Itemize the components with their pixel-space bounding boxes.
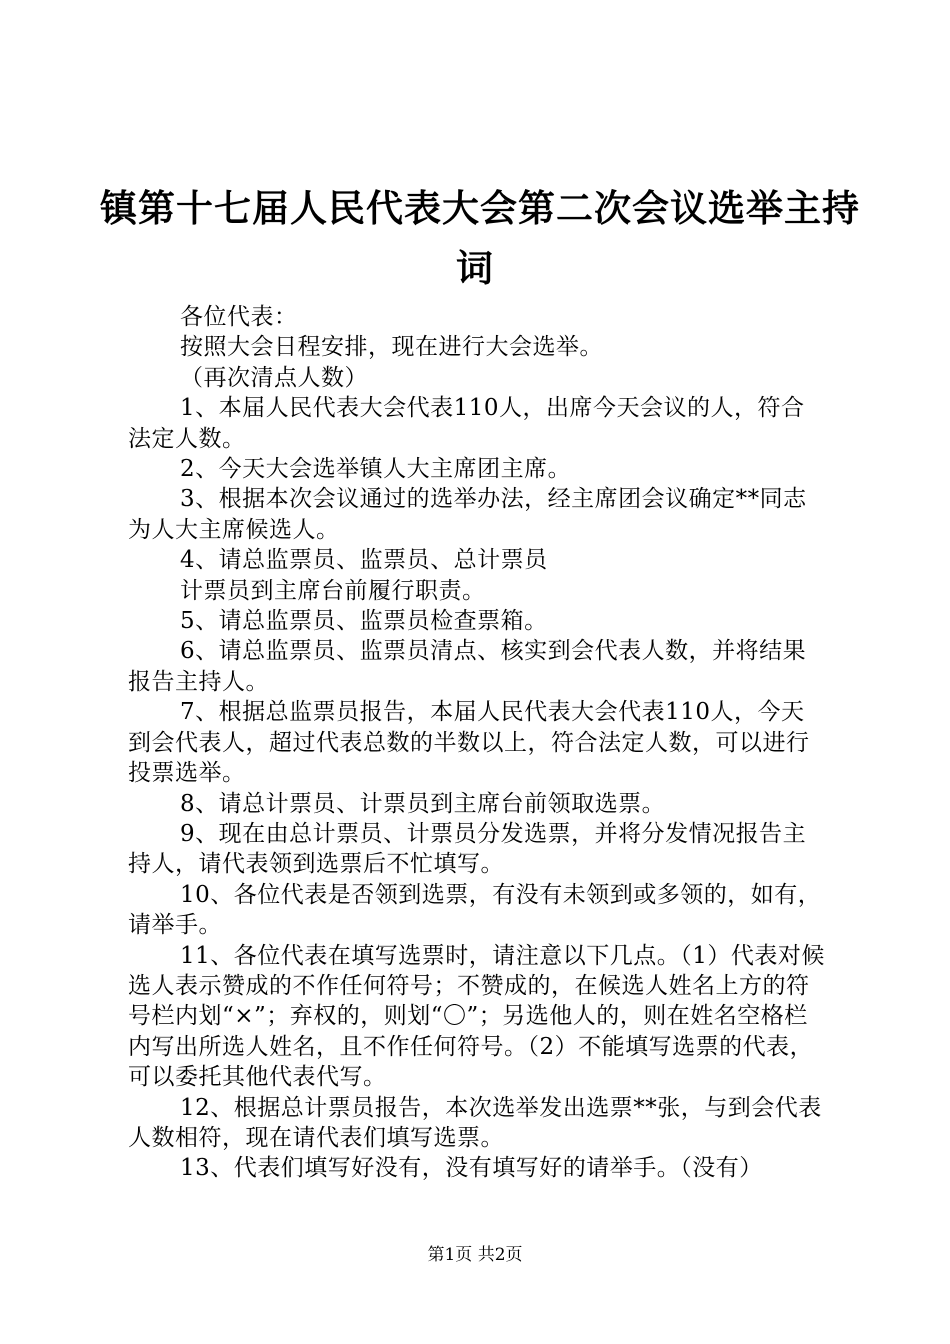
document-title-line-2: 词 xyxy=(456,246,494,290)
paragraph: 5、请总监票员、监票员检查票箱。 xyxy=(180,608,548,635)
paragraph: 10、各位代表是否领到选票，有没有未领到或多领的，如有，请举手。 xyxy=(128,881,822,939)
paragraph: 按照大会日程安排，现在进行大会选举。 xyxy=(180,334,603,361)
document-body xyxy=(128,302,828,1184)
paragraph: 8、请总计票员、计票员到主席台前领取选票。 xyxy=(180,790,666,817)
page-number-footer: 第1页 共2页 xyxy=(427,1245,523,1265)
paragraph-salutation: 各位代表： xyxy=(180,304,298,330)
paragraph: 9、现在由总计票员、计票员分发选票，并将分发情况报告主持人，请代表领到选票后不忙填写。 xyxy=(128,820,807,878)
paragraph: 12、根据总计票员报告，本次选举发出选票**张，与到会代表人数相符，现在请代表们填写选票。 xyxy=(128,1094,822,1151)
paragraph: 2、今天大会选举镇人大主席团主席。 xyxy=(180,456,572,483)
paragraph: 4、请总监票员、监票员、总计票员 xyxy=(180,547,548,574)
document-title-line-1: 镇第十七届人民代表大会第二次会议选举主持 xyxy=(100,186,860,230)
paragraph: 3、根据本次会议通过的选举办法，经主席团会议确定**同志为人大主席候选人。 xyxy=(128,486,807,543)
paragraph: 7、根据总监票员报告，本届人民代表大会代表110人，今天到会代表人，超过代表总数的半数以上，符合法定人数，可以进行投票选举。 xyxy=(128,699,810,787)
paragraph: 1、本届人民代表大会代表110人，出席今天会议的人，符合法定人数。 xyxy=(128,395,805,452)
paragraph: （再次清点人数） xyxy=(180,364,368,391)
paragraph: 13、代表们填写好没有，没有填写好的请举手。（没有） xyxy=(180,1155,763,1182)
paragraph: 11、各位代表在填写选票时，请注意以下几点。（1）代表对候选人表示赞成的不作任何符号；不赞成的，在候选人姓名上方的符号栏内划“×”；弃权的，则划“〇”；另选他人的，则在姓名空格栏内写出所选人姓名，且不作任何符号。（2）不能填写选票的代表，可以委托其他代表代写。 xyxy=(128,942,825,1091)
paragraph: 6、请总监票员、监票员清点、核实到会代表人数，并将结果报告主持人。 xyxy=(128,638,807,695)
paragraph: 计票员到主席台前履行职责。 xyxy=(180,577,486,604)
